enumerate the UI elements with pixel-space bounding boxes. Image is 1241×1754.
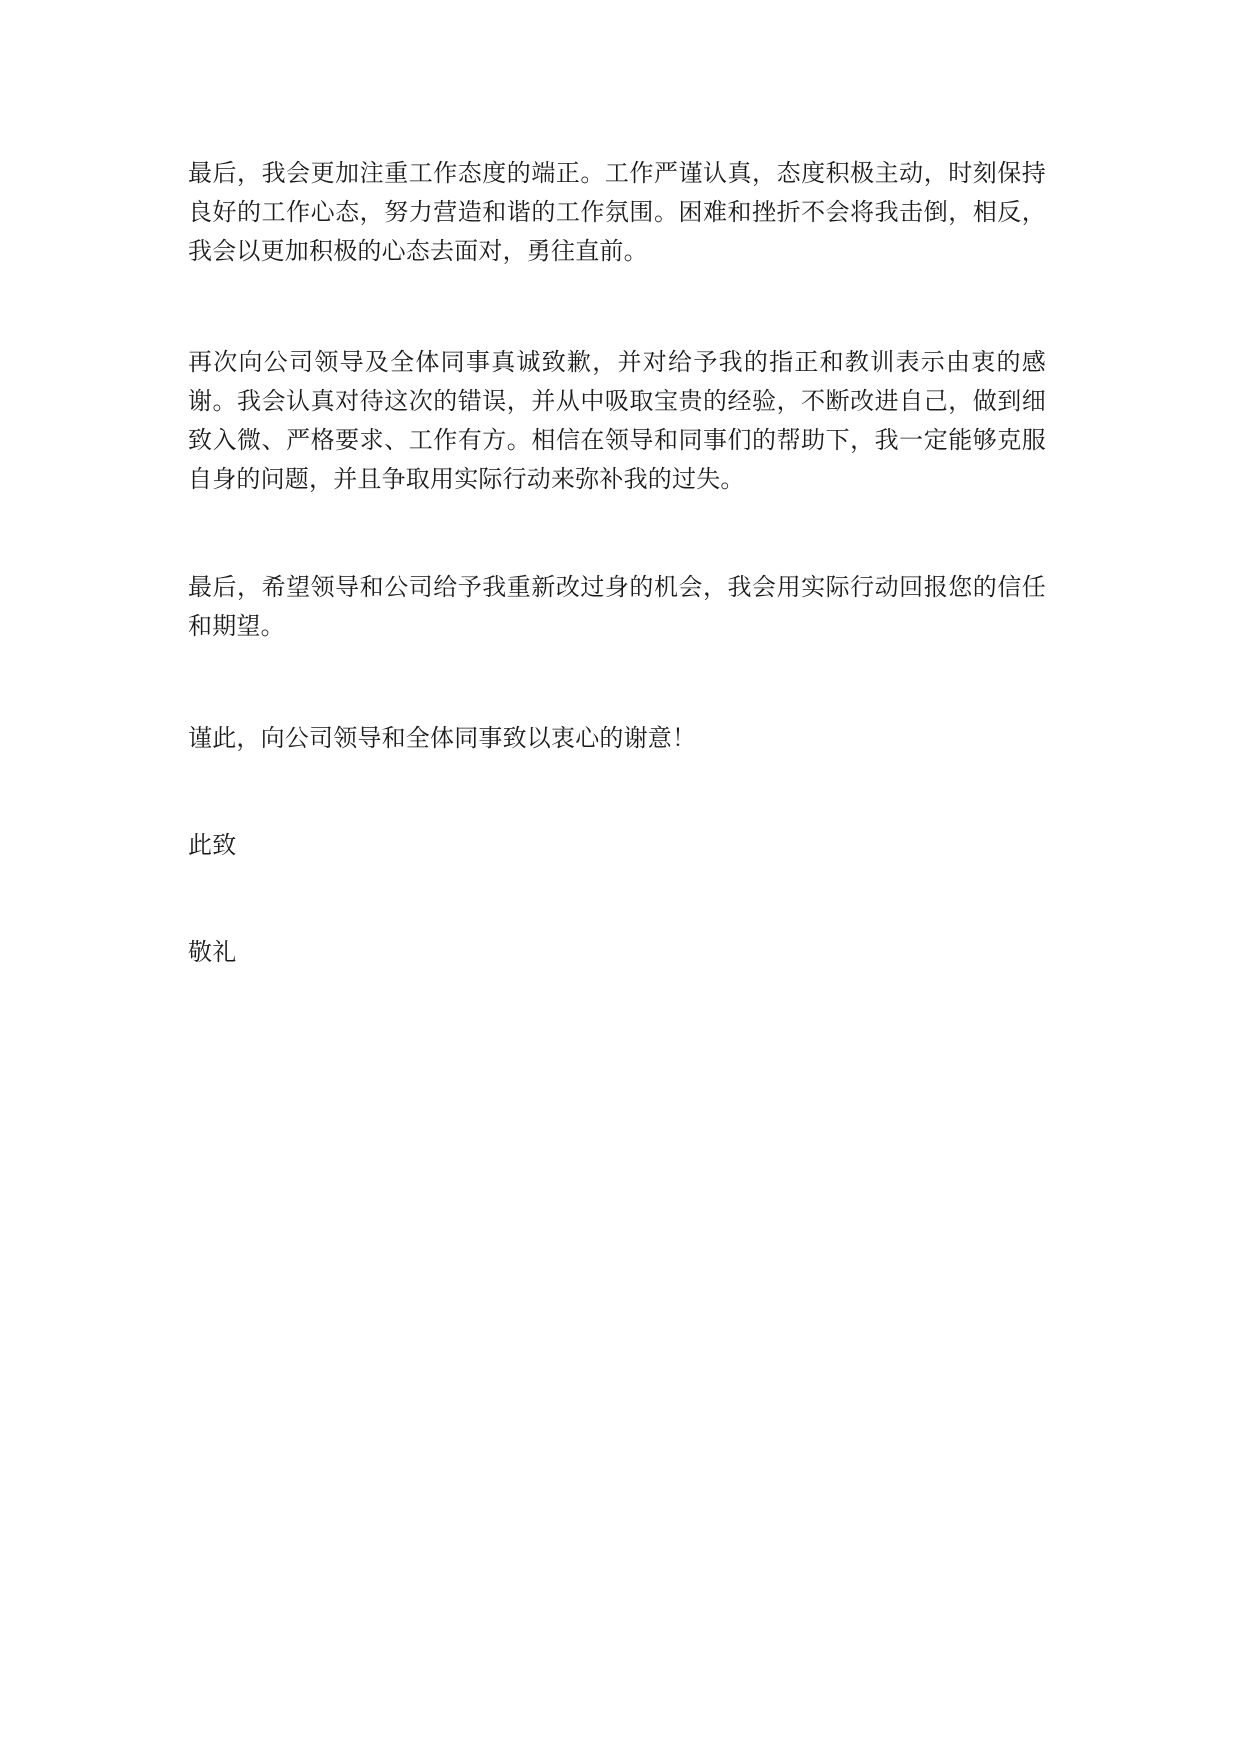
- closing-regards: 敬礼: [188, 938, 237, 966]
- paragraph-apology: 再次向公司领导及全体同事真诚致歉，并对给予我的指正和教训表示由衷的感谢。我会认真对待这次的错误，并从中吸取宝贵的经验，不断改进自己，做到细致入微、严格要求、工作有方。相信在领导和同事们的帮助下，我一定能够克服自身的问题，并且争取用实际行动来弥补我的过失。: [188, 348, 1046, 493]
- paragraph-work-attitude: 最后，我会更加注重工作态度的端正。工作严谨认真，态度积极主动，时刻保持良好的工作心态，努力营造和谐的工作氛围。困难和挫折不会将我击倒，相反，我会以更加积极的心态去面对，勇往直前。: [188, 159, 1046, 265]
- paragraph-hope: 最后，希望领导和公司给予我重新改过身的机会，我会用实际行动回报您的信任和期望。: [188, 573, 1046, 640]
- closing-salutation: 此致: [188, 831, 237, 859]
- paragraph-thanks: 谨此，向公司领导和全体同事致以衷心的谢意！: [188, 724, 697, 752]
